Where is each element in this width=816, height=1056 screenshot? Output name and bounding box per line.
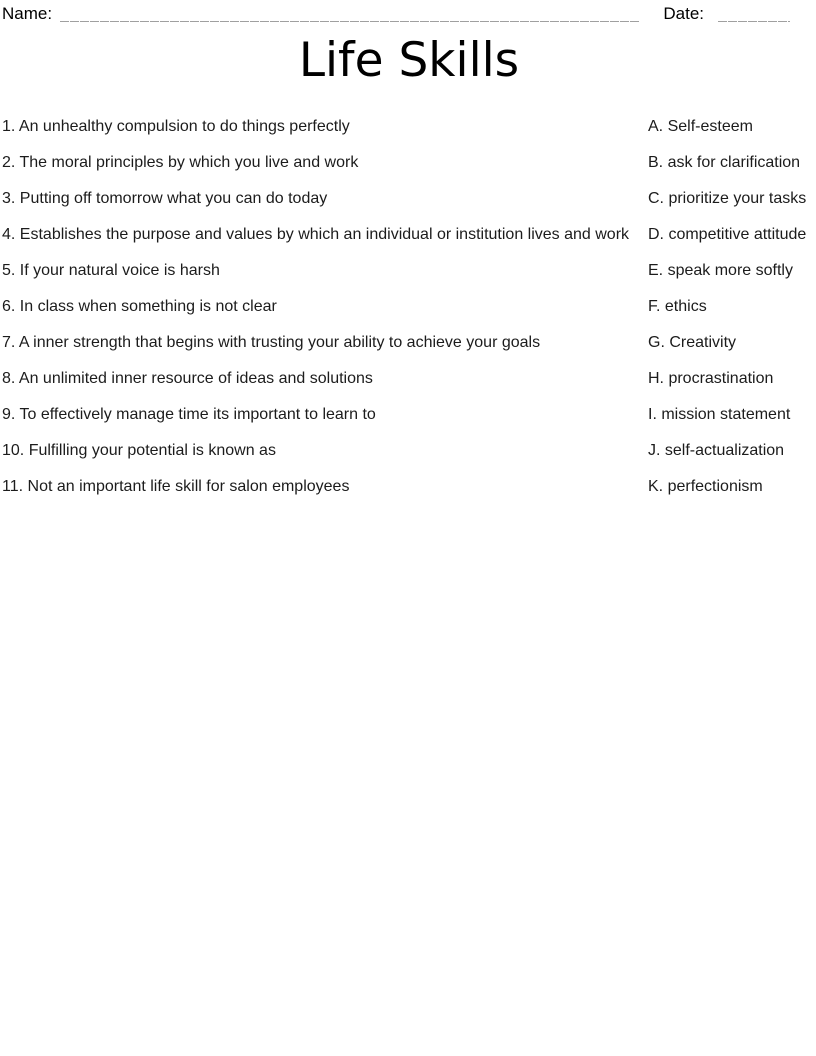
matching-row [2,331,816,354]
question-cell [2,439,648,462]
matching-row [2,295,816,318]
answer-letter: H. [648,370,664,387]
answer-cell [648,151,816,174]
question-text: The moral principles by which you live and work [19,154,359,171]
matching-row [2,223,816,246]
question-number: 1. [2,118,16,135]
question-text: A inner strength that begins with trusting your ability to achieve your goals [18,334,541,351]
answer-cell [648,475,816,498]
answer-text: prioritize your tasks [668,190,807,207]
question-text: Putting off tomorrow what you can do today [19,190,328,207]
question-text: If your natural voice is harsh [19,262,220,279]
answer-cell [648,331,816,354]
matching-row [2,439,816,462]
question-number: 10. [2,442,25,459]
answer-cell [648,295,816,318]
question-cell [2,475,648,498]
question-cell [2,331,648,354]
answer-cell [648,115,816,138]
answer-cell [648,187,816,210]
question-text: Establishes the purpose and values by which an individual or institution lives and work [19,226,630,243]
matching-row [2,367,816,390]
page-title: Life Skills [298,33,520,88]
question-cell [2,259,648,282]
question-number: 11. [2,478,24,495]
question-cell [2,367,648,390]
answer-text: ethics [664,298,707,315]
answer-letter: A. [648,118,664,135]
question-number: 6. [2,298,16,315]
answer-text: speak more softly [667,262,793,279]
matching-list [2,115,816,498]
question-text: An unhealthy compulsion to do things perfectly [18,118,350,135]
answer-cell [648,223,816,246]
answer-cell [648,259,816,282]
matching-row [2,115,816,138]
question-cell [2,223,648,246]
answer-text: Self-esteem [667,118,753,135]
answer-cell [648,403,816,426]
question-cell [2,295,648,318]
question-text: An unlimited inner resource of ideas and solutions [18,370,373,387]
matching-row [2,475,816,498]
question-cell [2,151,648,174]
answer-text: procrastination [668,370,774,387]
question-cell [2,403,648,426]
answer-text: mission statement [661,406,791,423]
answer-letter: K. [648,478,664,495]
answer-letter: C. [648,190,664,207]
answer-text: ask for clarification [667,154,801,171]
matching-row [2,403,816,426]
question-text: In class when something is not clear [19,298,277,315]
question-number: 3. [2,190,16,207]
question-cell [2,187,648,210]
answer-letter: F. [648,298,661,315]
answer-cell [648,367,816,390]
question-number: 9. [2,406,16,423]
answer-text: competitive attitude [668,226,807,243]
name-blank-field[interactable] [60,7,639,22]
question-text: Not an important life skill for salon employees [27,478,350,495]
header [2,2,816,26]
name-label: Name: [2,4,53,23]
question-cell [2,115,648,138]
matching-row [2,259,816,282]
date-label: Date: [663,4,704,23]
answer-text: Creativity [669,334,737,351]
answer-text: self-actualization [664,442,785,459]
answer-letter: I. [648,406,657,423]
question-number: 2. [2,154,16,171]
matching-row [2,151,816,174]
answer-letter: D. [648,226,664,243]
matching-row [2,187,816,210]
answer-text: perfectionism [667,478,763,495]
answer-cell [648,439,816,462]
date-blank-field[interactable] [718,7,790,22]
answer-letter: E. [648,262,664,279]
answer-letter: G. [648,334,665,351]
question-number: 8. [2,370,16,387]
question-number: 5. [2,262,16,279]
question-text: To effectively manage time its important to learn to [19,406,376,423]
answer-letter: B. [648,154,664,171]
answer-letter: J. [648,442,661,459]
question-number: 7. [2,334,16,351]
question-number: 4. [2,226,16,243]
question-text: Fulfilling your potential is known as [28,442,276,459]
